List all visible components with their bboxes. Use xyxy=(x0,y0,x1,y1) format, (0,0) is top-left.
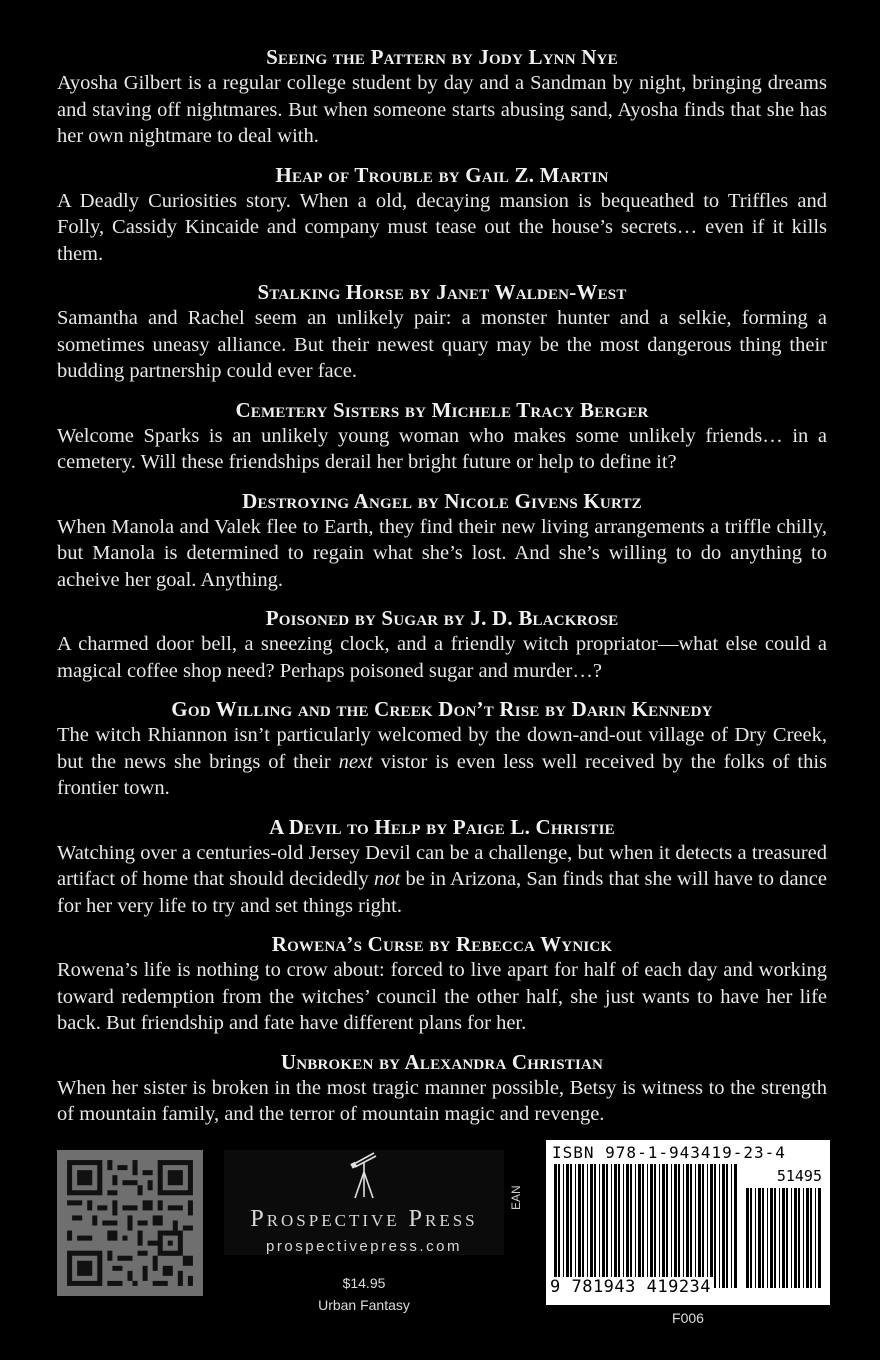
story-item xyxy=(57,162,827,268)
story-item xyxy=(57,605,827,684)
story-author: Gail Z. Martin xyxy=(465,162,609,187)
story-author: Rebecca Wynick xyxy=(455,932,613,956)
story-blurb: A Deadly Curiosities story. When a old, decaying mansion is bequeathed to Triffles and Folly, Cassidy Kincaide and company must tease out the house’s secrets… even if it kills them. xyxy=(57,189,827,265)
product-code: F006 xyxy=(672,1310,704,1326)
story-heading xyxy=(57,279,827,305)
story-blurb: A charmed door bell, a sneezing clock, and a friendly witch propriator—what else could a magical coffee shop need? Perhaps poisoned sugar and murder…? xyxy=(57,633,827,682)
story-author: Darin Kennedy xyxy=(571,697,713,721)
story-author: Michele Tracy Berger xyxy=(431,397,649,422)
publisher-url[interactable]: prospectivepress.com xyxy=(266,1238,462,1255)
story-item xyxy=(57,1049,827,1128)
story-title: Stalking Horse xyxy=(257,280,405,304)
story-blurb xyxy=(57,722,827,802)
story-by: by xyxy=(426,814,448,839)
telescope-icon xyxy=(344,1150,384,1202)
blurb-emphasis: next xyxy=(338,750,373,773)
story-author: Paige L. Christie xyxy=(452,814,615,839)
story-item xyxy=(57,696,827,802)
story-by: by xyxy=(378,1049,401,1074)
story-blurb: Samantha and Rachel seem an unlikely pair: a monster hunter and a selkie, forming a sometimes uneasy alliance. But their newest quary may be the most dangerous thing their budding partnership could ever face. xyxy=(57,307,827,382)
blurb-text: vistor is even less well received by the folks of this frontier town. xyxy=(57,750,827,799)
story-heading xyxy=(57,162,827,188)
story-author: Alexandra Christian xyxy=(404,1049,604,1074)
story-item xyxy=(57,279,827,385)
story-heading xyxy=(57,397,827,423)
story-heading xyxy=(57,605,827,631)
story-by: by xyxy=(417,488,439,513)
story-title: Rowena’s Curse xyxy=(271,932,424,956)
story-blurb: Ayosha Gilbert is a regular college student by day and a Sandman by night, bringing dreams and staving off nightmares. But when someone starts abusing sand, Ayosha finds that she has her own nightmare to deal with. xyxy=(57,72,827,147)
story-item xyxy=(57,397,827,476)
story-title: Destroying Angel xyxy=(242,488,413,513)
story-title: God Willing and the Creek Don’t Rise xyxy=(171,697,540,721)
isbn-barcode xyxy=(546,1140,830,1305)
blurb-text: The witch Rhiannon isn’t particularly welcomed by the down-and-out village of Dry Creek, but the news she brings of their xyxy=(57,724,827,773)
story-title: Unbroken xyxy=(280,1049,374,1074)
story-by: by xyxy=(451,45,473,69)
story-title: A Devil to Help xyxy=(269,814,421,839)
story-title: Cemetery Sisters xyxy=(235,397,400,422)
story-heading xyxy=(57,696,827,722)
isbn-label: ISBN 978-1-943419-23-4 xyxy=(552,1143,786,1162)
story-by: by xyxy=(429,932,451,956)
blurb-text: Watching over a centuries-old Jersey Devil can be a challenge, but when it detects a treasured artifact of home that should decidedly xyxy=(57,841,827,890)
story-by: by xyxy=(438,162,460,187)
story-by: by xyxy=(404,397,427,422)
story-title: Poisoned by Sugar xyxy=(265,606,439,630)
book-genre: Urban Fantasy xyxy=(318,1297,410,1313)
publisher-logo xyxy=(224,1150,504,1255)
story-item xyxy=(57,488,827,594)
story-item xyxy=(57,814,827,920)
story-heading xyxy=(57,1049,827,1075)
story-title: Heap of Trouble xyxy=(275,162,434,187)
story-title: Seeing the Pattern xyxy=(266,45,447,69)
qr-code-graphic xyxy=(57,1150,203,1296)
story-heading xyxy=(57,814,827,840)
story-author: Janet Walden-West xyxy=(436,280,627,304)
story-by: by xyxy=(544,697,567,721)
story-item xyxy=(57,44,827,150)
blurb-emphasis: not xyxy=(374,868,401,890)
story-author: Jody Lynn Nye xyxy=(478,45,618,69)
book-price: $14.95 xyxy=(342,1275,386,1291)
price-code: 51495 xyxy=(776,1167,822,1185)
story-blurb: Welcome Sparks is an unlikely young woman who makes some unlikely friends… in a cemetery. Will these friendships derail her bright future or help to define it? xyxy=(57,424,827,473)
story-list xyxy=(57,44,827,1140)
story-by: by xyxy=(409,280,431,304)
story-blurb: Rowena’s life is nothing to crow about: forced to live apart for half of each day and working toward redemption from the witches’ council the other half, she just wants to have her life back. But friendship and fate have different plans for her. xyxy=(57,959,827,1034)
story-heading xyxy=(57,44,827,70)
ean-label: EAN xyxy=(509,1185,523,1210)
story-blurb: When Manola and Valek flee to Earth, they find their new living arrangements a triffle chilly, but Manola is determined to regain what she’s lost. And she’s willing to do anything to acheive her goal. Anything. xyxy=(57,515,827,591)
story-blurb: When her sister is broken in the most tragic manner possible, Betsy is witness to the strength of mountain family, and the terror of mountain magic and revenge. xyxy=(57,1076,827,1125)
qr-code[interactable] xyxy=(57,1150,203,1296)
story-by: by xyxy=(443,606,465,630)
story-author: Nicole Givens Kurtz xyxy=(444,488,642,513)
publisher-name: Prospective Press xyxy=(250,1206,478,1232)
ean-number: 9 781943 419234 xyxy=(550,1277,712,1297)
story-blurb xyxy=(57,840,827,920)
story-heading xyxy=(57,931,827,957)
story-author: J. D. Blackrose xyxy=(470,606,619,630)
story-heading xyxy=(57,488,827,514)
story-item xyxy=(57,931,827,1037)
blurb-text: be in Arizona, San finds that she will have to dance for her very life to try and set things right. xyxy=(57,868,828,917)
